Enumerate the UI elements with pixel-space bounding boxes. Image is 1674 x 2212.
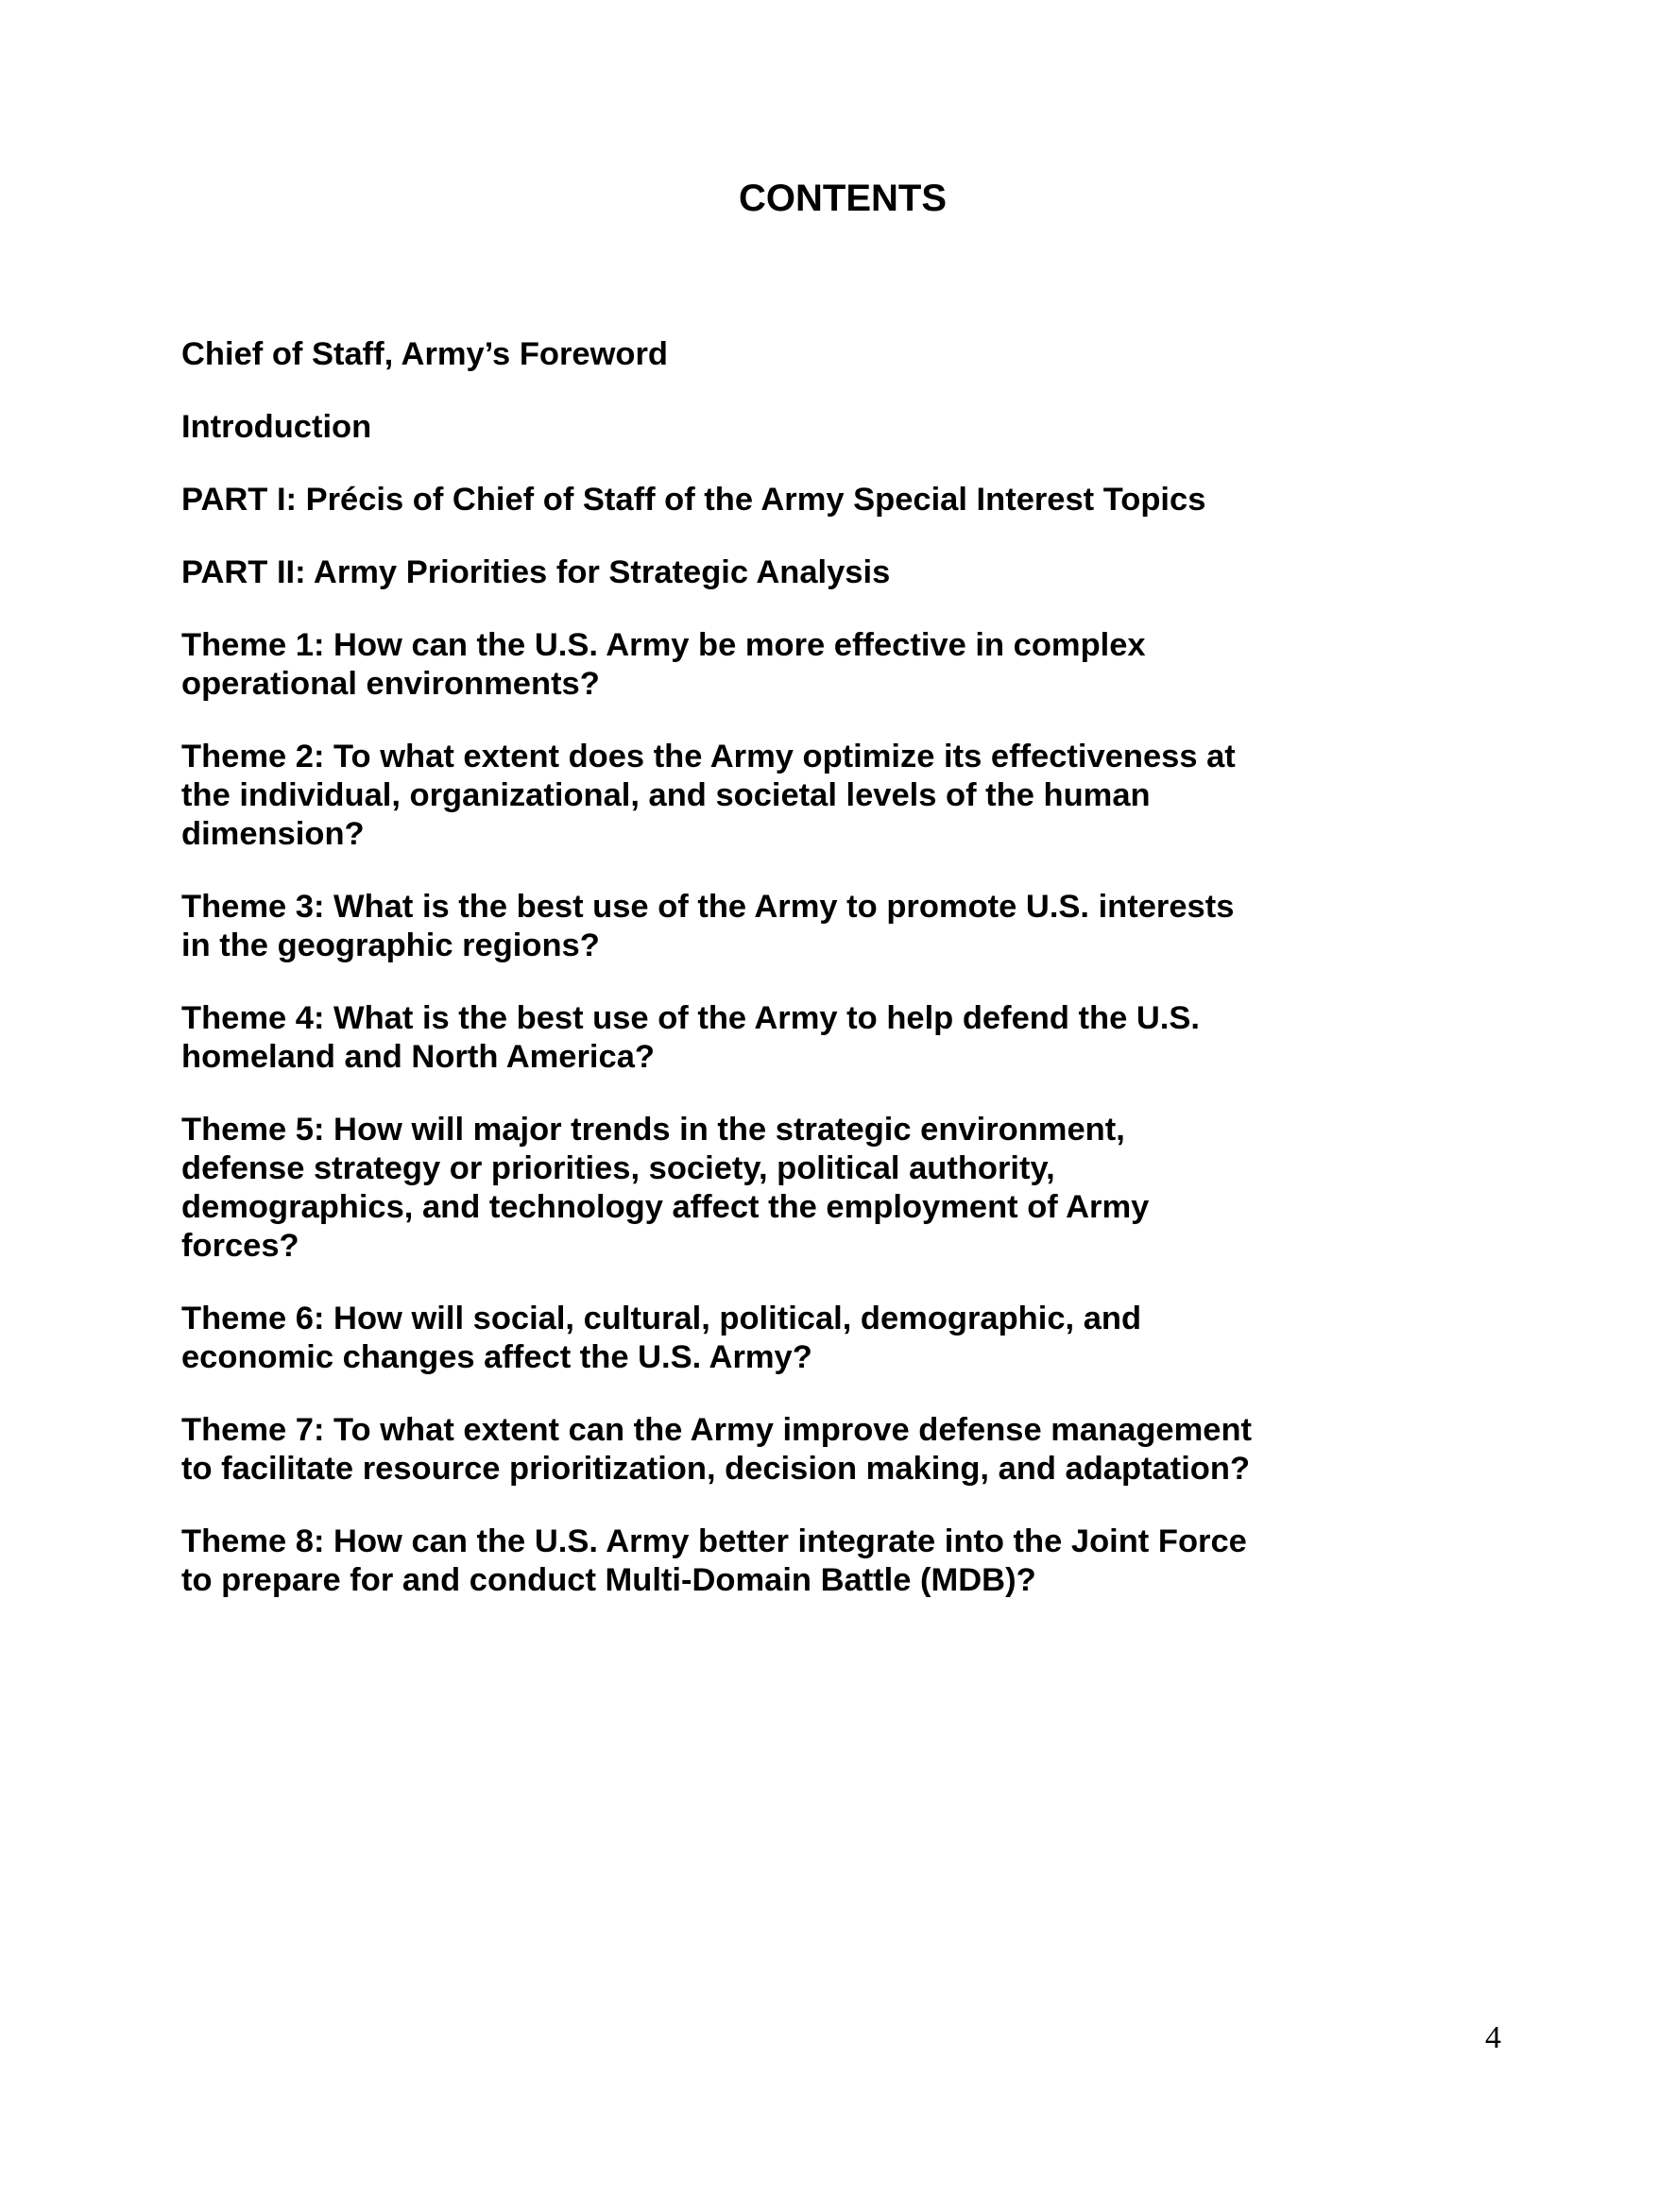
page-number: 4 (1485, 2020, 1501, 2055)
toc-entry-theme-6: Theme 6: How will social, cultural, political, demographic, and economic changes affect the U.S. Army? (181, 1301, 1142, 1375)
table-of-contents (181, 335, 1353, 1634)
toc-entry-introduction: Introduction (181, 409, 372, 445)
toc-entry-part-2: PART II: Army Priorities for Strategic Analysis (181, 554, 891, 590)
toc-entry-theme-8: Theme 8: How can the U.S. Army better integrate into the Joint Force to prepare for and conduct Multi-Domain Battle (MDB)? (181, 1523, 1247, 1598)
toc-entry-foreword: Chief of Staff, Army’s Foreword (181, 336, 668, 372)
toc-entry-theme-7: Theme 7: To what extent can the Army improve defense management to facilitate resource prioritization, decision making, and adaptation? (181, 1412, 1253, 1487)
toc-entry-theme-3: Theme 3: What is the best use of the Army to promote U.S. interests in the geographic regions? (181, 889, 1235, 963)
page-title: CONTENTS (739, 178, 947, 219)
toc-entry-theme-1: Theme 1: How can the U.S. Army be more effective in complex operational environments? (181, 627, 1146, 702)
toc-entry-theme-5: Theme 5: How will major trends in the strategic environment, defense strategy or priorities, society, political authority, demographics, and technology affect the employment of Army forces? (181, 1112, 1150, 1264)
toc-entry-theme-4: Theme 4: What is the best use of the Army to help defend the U.S. homeland and North America? (181, 1000, 1200, 1075)
toc-entry-theme-2: Theme 2: To what extent does the Army optimize its effectiveness at the individual, organizational, and societal levels of the human dimension? (181, 739, 1236, 852)
toc-entry-part-1: PART I: Précis of Chief of Staff of the Army Special Interest Topics (181, 482, 1206, 518)
